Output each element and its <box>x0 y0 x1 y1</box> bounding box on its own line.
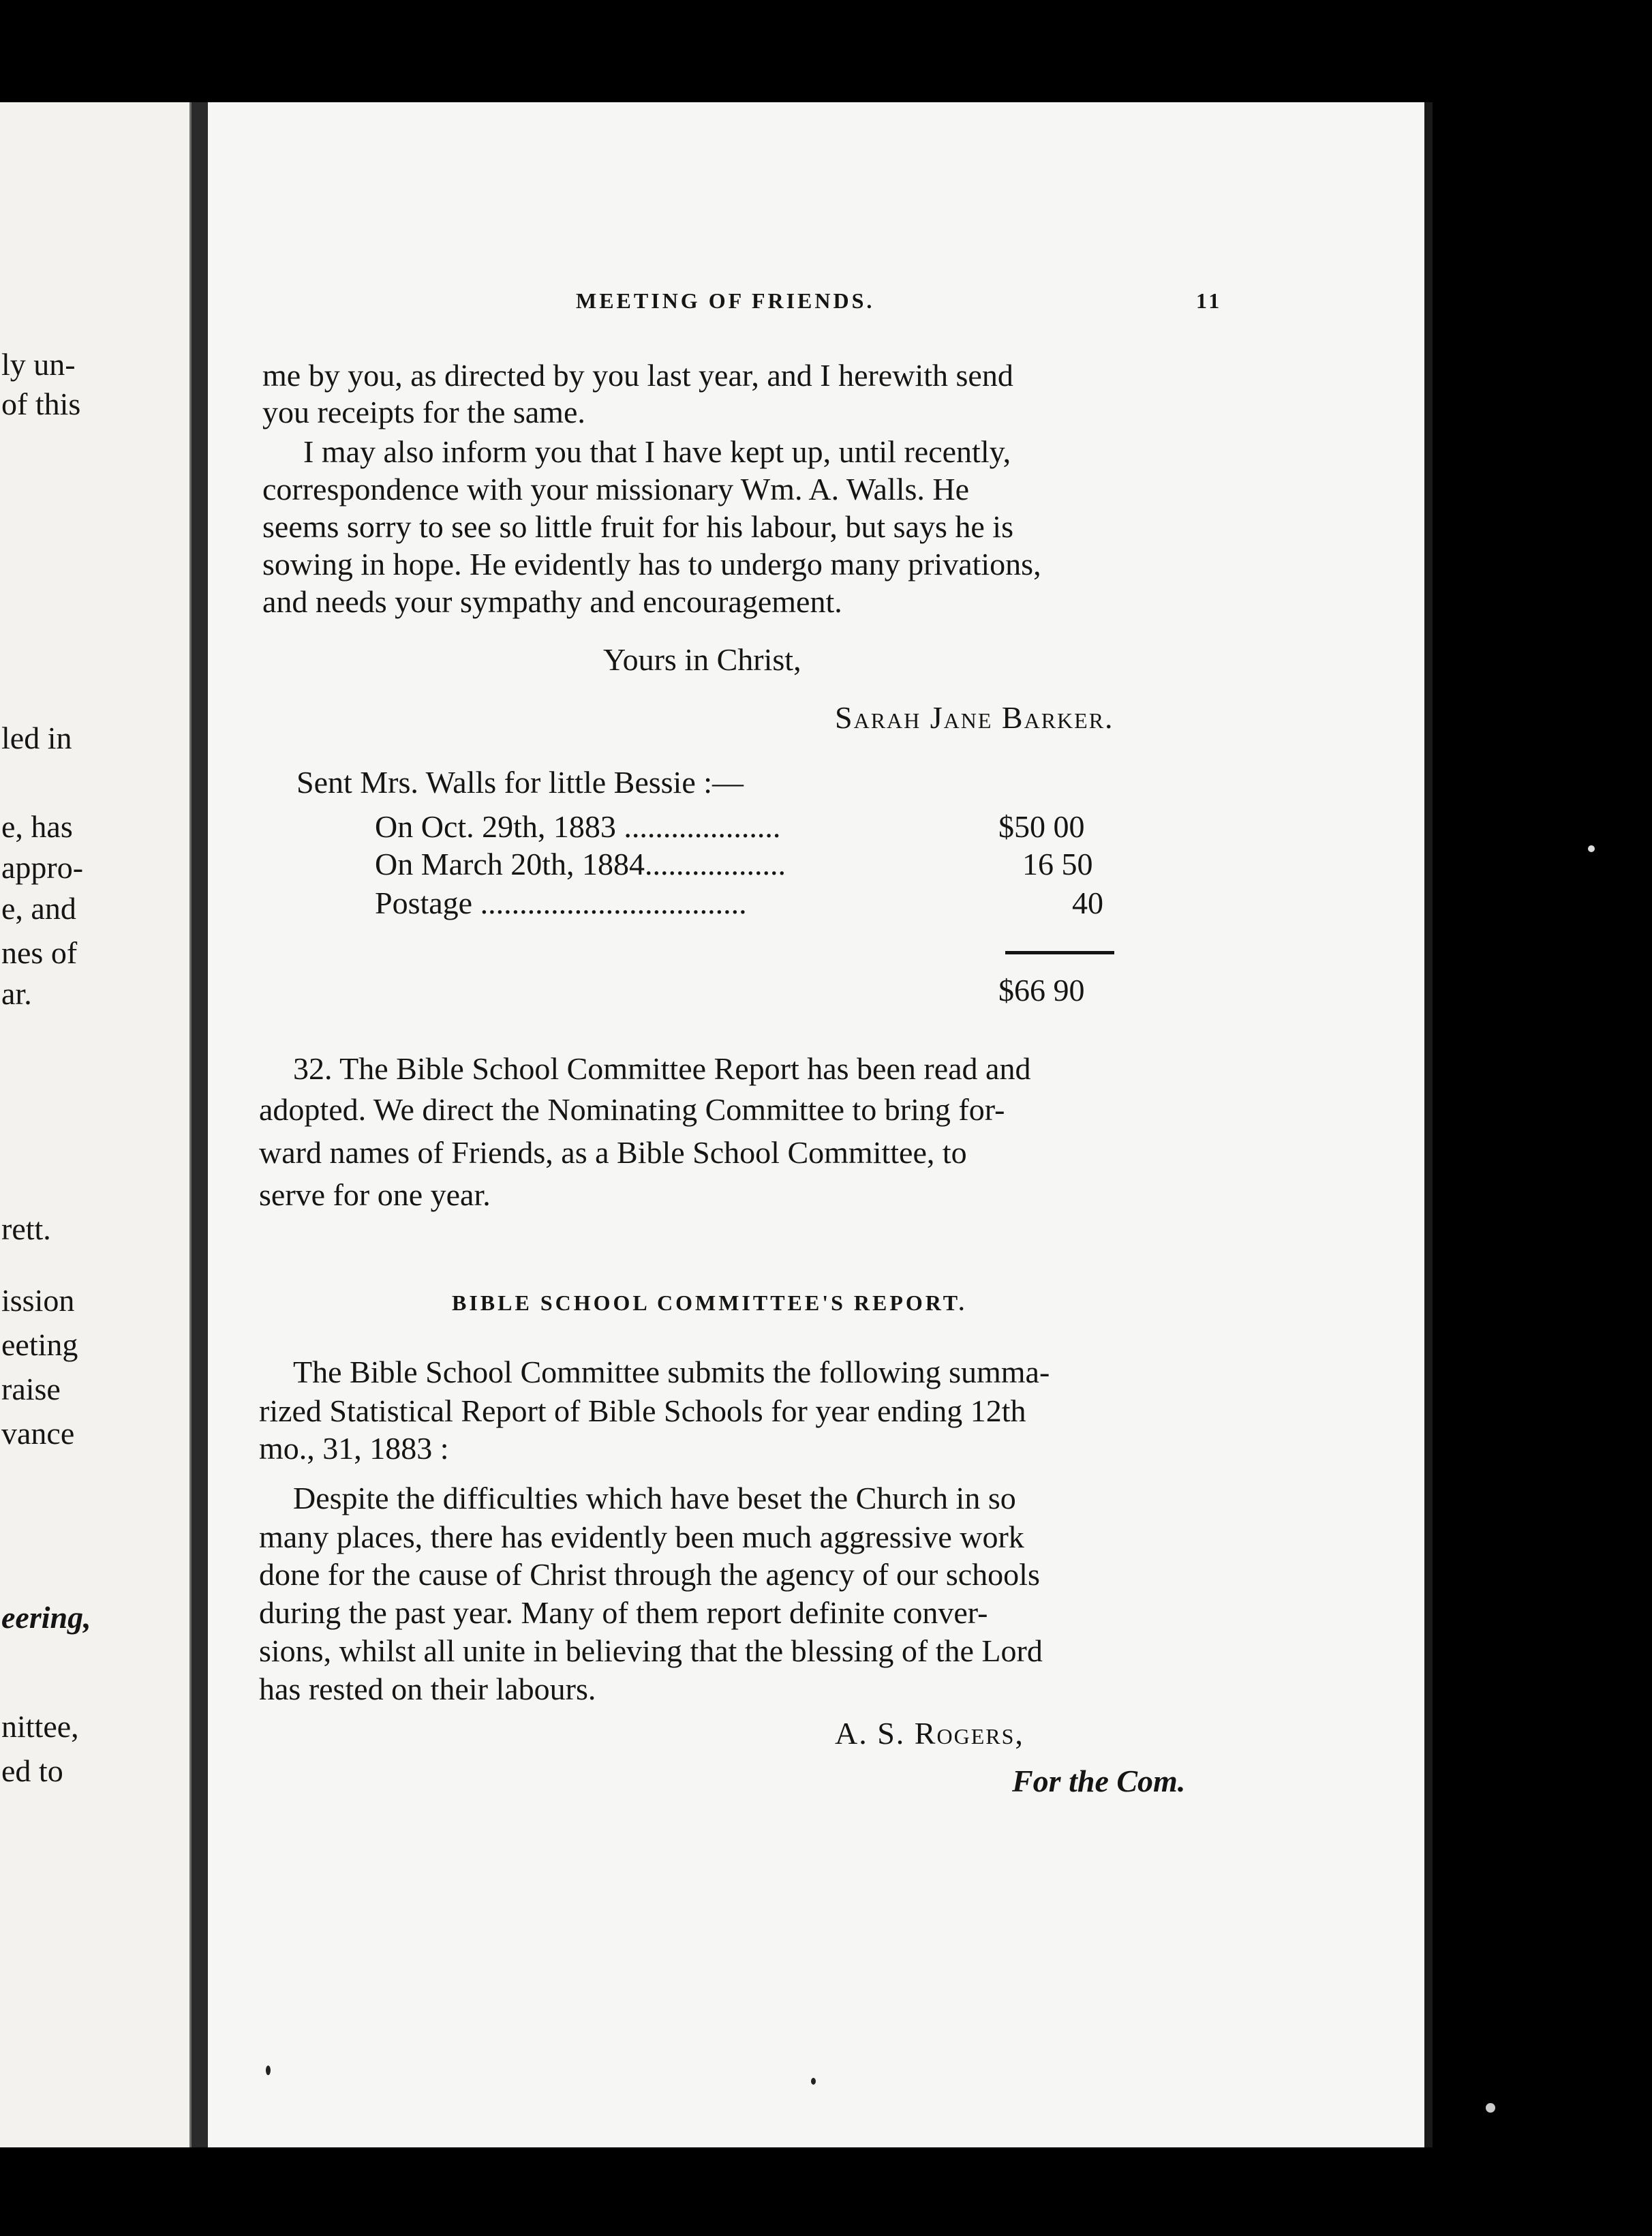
account-item-label: Postage .................................. <box>375 886 747 920</box>
minute-line: 32. The Bible School Committee Report has been read and <box>293 1051 1031 1086</box>
left-fragment: raise <box>1 1372 61 1406</box>
dust-speck <box>1588 845 1595 852</box>
minute-line: adopted. We direct the Nominating Committee to bring for- <box>259 1092 1005 1127</box>
report-line: rized Statistical Report of Bible Schools for year ending 12th <box>259 1393 1026 1428</box>
left-fragment: e, has <box>1 809 73 844</box>
ink-speck <box>266 2066 271 2075</box>
report-line: during the past year. Many of them report definite conver- <box>259 1595 988 1630</box>
running-title: MEETING OF FRIENDS. <box>576 288 875 313</box>
report-line: done for the cause of Christ through the agency of our schools <box>259 1557 1040 1592</box>
left-facing-page <box>0 102 192 2147</box>
page-number: 11 <box>1196 288 1223 313</box>
left-fragment: vance <box>1 1416 75 1451</box>
book-spine <box>192 102 208 2147</box>
body-line: I may also inform you that I have kept up, until recently, <box>303 434 1011 469</box>
left-fragment: ly un- <box>1 347 76 382</box>
report-line: mo., 31, 1883 : <box>259 1431 449 1466</box>
body-line: you receipts for the same. <box>262 395 585 429</box>
body-line: seems sorry to see so little fruit for his labour, but says he is <box>262 509 1013 544</box>
report-line: Despite the difficulties which have beset the Church in so <box>293 1481 1016 1515</box>
report-signature: A. S. Rogers, <box>835 1716 1024 1751</box>
account-item-label: On March 20th, 1884.................. <box>375 847 786 881</box>
report-signature-note: For the Com. <box>1012 1764 1186 1798</box>
report-title: BIBLE SCHOOL COMMITTEE'S REPORT. <box>452 1290 967 1315</box>
account-item-label: On Oct. 29th, 1883 .................... <box>375 809 781 844</box>
left-fragment: of this <box>1 387 81 421</box>
left-fragment: eeting <box>1 1327 78 1362</box>
left-fragment: ar. <box>1 976 32 1011</box>
accounts-heading: Sent Mrs. Walls for little Bessie :— <box>296 765 744 800</box>
dust-speck <box>1486 2103 1495 2113</box>
minute-line: ward names of Friends, as a Bible School Committee, to <box>259 1135 967 1170</box>
report-line: The Bible School Committee submits the following summa- <box>293 1355 1050 1389</box>
left-fragment: e, and <box>1 891 76 926</box>
total-rule <box>1005 951 1114 954</box>
report-line: has rested on their labours. <box>259 1672 596 1706</box>
body-line: me by you, as directed by you last year, and I herewith send <box>262 358 1013 393</box>
left-fragment: ed to <box>1 1753 63 1788</box>
letter-signature: Sarah Jane Barker. <box>835 700 1114 735</box>
main-page <box>208 102 1433 2147</box>
account-total: $66 90 <box>998 973 1085 1008</box>
account-item-amount: 16 50 <box>1022 847 1093 881</box>
left-fragment: nes of <box>1 935 78 970</box>
report-line: many places, there has evidently been much aggressive work <box>259 1520 1024 1554</box>
left-fragment: rett. <box>1 1211 51 1246</box>
minute-line: serve for one year. <box>259 1177 491 1212</box>
left-fragment: eering, <box>1 1600 91 1635</box>
left-fragment: led in <box>1 721 72 755</box>
left-fragment: appro- <box>1 850 84 885</box>
letter-closing: Yours in Christ, <box>603 642 801 677</box>
ink-speck <box>811 2078 816 2085</box>
left-fragment: ission <box>1 1283 75 1318</box>
left-fragment: nittee, <box>1 1709 79 1744</box>
body-line: and needs your sympathy and encouragement. <box>262 584 842 619</box>
body-line: sowing in hope. He evidently has to undergo many privations, <box>262 547 1041 581</box>
report-line: sions, whilst all unite in believing that the blessing of the Lord <box>259 1633 1043 1668</box>
account-item-amount: 40 <box>1072 886 1103 920</box>
account-item-amount: $50 00 <box>998 809 1085 844</box>
body-line: correspondence with your missionary Wm. A. Walls. He <box>262 472 970 507</box>
